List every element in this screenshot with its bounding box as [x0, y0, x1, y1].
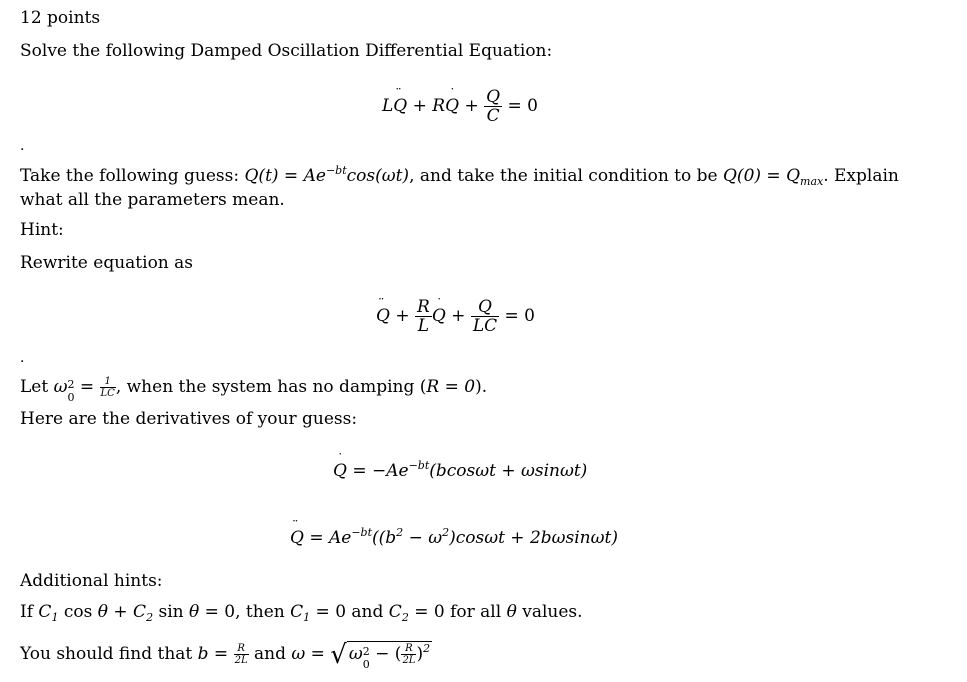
let-omega-text: Let ω 2 0 = $\frac{1}{LC}$ , when the system has no damping (R = 0). [20, 376, 488, 404]
sqrt-symbol: √ [330, 640, 347, 670]
linear-independence-hint: If $C_1$ $\cos \theta + C_2$ sin θ = 0, then $C_1 = 0$ and $C_2 = 0$ for all θ values. [20, 602, 583, 624]
rewrite-label: Rewrite equation as [20, 253, 194, 273]
expected-result-text: You should find that b = $\frac{R}{2L}$ and ω = √ ω 2 0 − ( $\frac{R}{2L}$ )$^2$ [20, 640, 431, 671]
equation-damped-oscillation [382, 88, 538, 125]
guess-paragraph: Take the following guess: $Q(t) = Ae^{-bt}\cos(\omega t)$, and take the initial condition to be $Q(0) = Q_{max}$. Explain what all the parameters mean. [20, 164, 899, 210]
eq1-q-dot: ˙ Q [445, 96, 459, 116]
prompt-text: Solve the following Damped Oscillation Differential Equation: [20, 41, 553, 61]
eq1-L: L [382, 96, 394, 116]
points-label: 12 points [20, 8, 101, 28]
equation-first-derivative: ˙ $Q = -Ae^{-bt}(bcos\omega t + \omega\sin\omega t)$ [333, 461, 587, 481]
equation-second-derivative: ¨ $Q = Ae^{-bt}((b^2 - \omega^2)\cos\omega t + 2b\omega\sin\omega t)$ [290, 528, 618, 548]
period-2: . [20, 350, 25, 366]
equation-rewritten: ¨ Q + $\frac{R}{L}$ ˙ Q + $\frac{Q}{LC}$ = 0 [376, 298, 535, 335]
derivatives-label: Here are the derivatives of your guess: [20, 409, 358, 429]
eq2-q-ddot: ¨ Q [376, 306, 390, 326]
additional-hints-label: Additional hints: [20, 571, 163, 591]
sqrt-content: ω 2 0 − ( $\frac{R}{2L}$ )$^2$ [348, 642, 431, 671]
eq2-fraction-q-over-lc: $\frac{Q}{LC}$ [472, 297, 498, 336]
hint-label: Hint: [20, 220, 64, 240]
eq1-fraction: $\frac{Q}{C}$ [486, 87, 501, 126]
eq2-q-dot: ˙ Q [432, 306, 446, 326]
eq1-equals-zero: = 0 [507, 96, 538, 116]
eq1-R: R [432, 96, 446, 116]
period-1: . [20, 138, 25, 154]
eq1-plus-1: + [412, 96, 427, 116]
eq1-plus-2: + [464, 96, 479, 116]
eq1-q-ddot: ¨ Q [393, 96, 407, 116]
eq2-fraction-r-over-l: $\frac{R}{L}$ [417, 297, 430, 336]
